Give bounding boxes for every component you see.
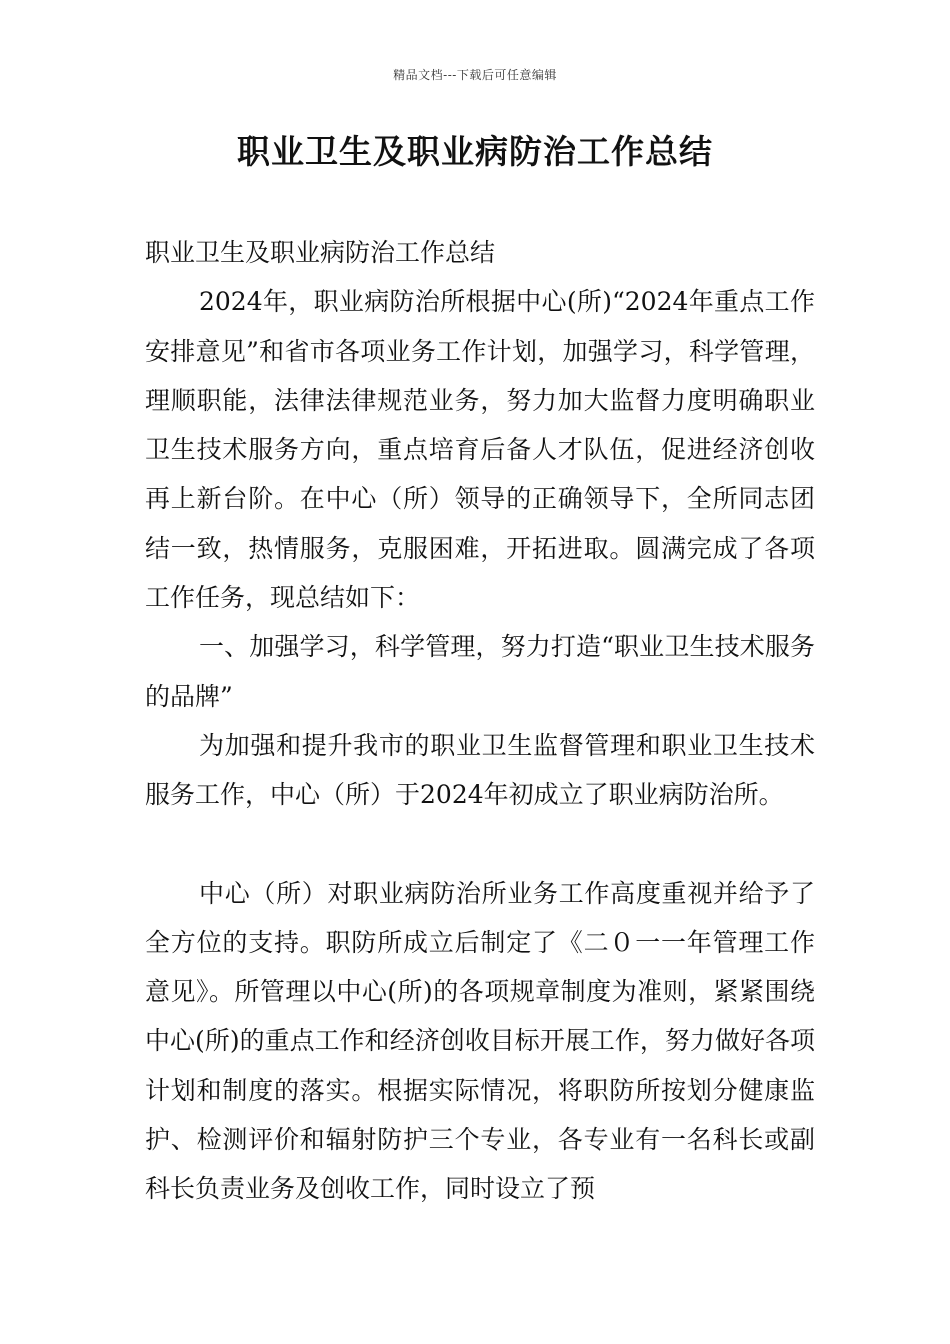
paragraph-establishment: 为加强和提升我市的职业卫生监督管理和职业卫生技术服务工作，中心（所）于2024年初成立了职业病防治所。 — [145, 730, 815, 810]
subtitle-paragraph: 职业卫生及职业病防治工作总结 — [145, 238, 496, 267]
intro-paragraph: 2024年，职业病防治所根据中心(所)“2024年重点工作安排意见”和省市各项业务工作计划，加强学习，科学管理，理顺职能，法律法律规范业务，努力加大监督力度明确职业卫生技术服务方向，重点培育后备人才队伍，促进经济创收再上新台阶。在中心（所）领导的正确领导下，全所同志团结一致，热情服务，克服困难，开拓进取。圆满完成了各项工作任务，现总结如下： — [145, 287, 815, 613]
section-heading-1: 一、加强学习，科学管理，努力打造“职业卫生技术服务的品牌” — [145, 632, 815, 711]
paragraph-gap — [145, 820, 815, 869]
paragraph-management: 中心（所）对职业病防治所业务工作高度重视并给予了全方位的支持。职防所成立后制定了《二０一一年管理工作意见》。所管理以中心(所)的各项规章制度为准则，紧紧围绕中心(所)的重点工作和经济创收目标开展工作，努力做好各项计划和制度的落实。根据实际情况，将职防所按划分健康监护、检测评价和辐射防护三个专业，各专业有一名科长或副科长负责业务及创收工作，同时设立了预 — [145, 878, 815, 1204]
header-note: 精品文档---下载后可任意编辑 — [393, 68, 557, 82]
document-title: 职业卫生及职业病防治工作总结 — [237, 132, 713, 171]
document-body — [145, 228, 815, 1214]
